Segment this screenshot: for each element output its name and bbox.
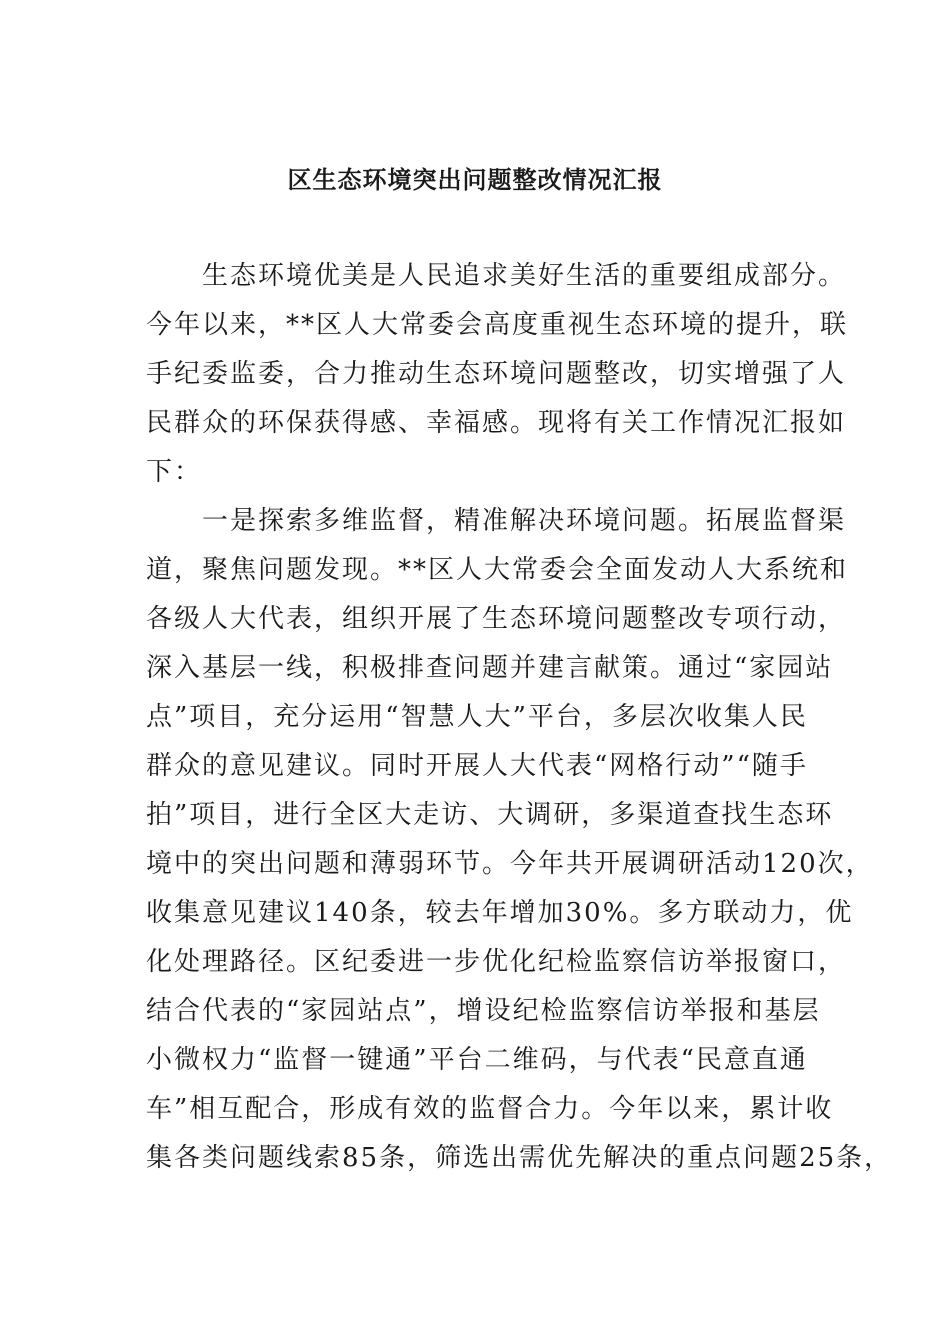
document-body [146, 252, 893, 1183]
text-line: 道，聚焦问题发现。**区人大常委会全面发动人大系统和 [146, 555, 849, 585]
text-line: 点”项目，充分运用“智慧人大”平台，多层次收集人民 [146, 702, 808, 732]
text-line: 下： [146, 457, 203, 487]
text-line: 民群众的环保获得感、幸福感。现将有关工作情况汇报如 [146, 408, 847, 438]
text-line: 化处理路径。区纪委进一步优化纪检监察信访举报窗口， [146, 947, 847, 977]
text-line: 拍”项目，进行全区大走访、大调研，多渠道查找生态环 [146, 800, 834, 830]
text-line: 境中的突出问题和薄弱环节。今年共开展调研活动120次， [146, 849, 874, 879]
document-title: 区生态环境突出问题整改情况汇报 [287, 166, 663, 194]
text-line: 小微权力“监督一键通”平台二维码，与代表“民意直通 [146, 1045, 808, 1075]
text-line: 结合代表的“家园站点”，增设纪检监察信访举报和基层 [146, 996, 821, 1026]
text-line: 手纪委监委，合力推动生态环境问题整改，切实增强了人 [146, 359, 847, 389]
text-line: 今年以来，**区人大常委会高度重视生态环境的提升，联 [146, 310, 849, 340]
text-line: 深入基层一线，积极排查问题并建言献策。通过“家园站 [146, 653, 834, 683]
paragraph-intro [146, 252, 849, 497]
text-line: 生态环境优美是人民追求美好生活的重要组成部分。 [202, 261, 847, 291]
text-line: 集各类问题线索85条，筛选出需优先解决的重点问题25条， [146, 1143, 893, 1173]
paragraph-section-one [146, 497, 893, 1183]
text-line: 收集意见建议140条，较去年增加30%。多方联动力，优 [146, 898, 854, 928]
text-line: 一是探索多维监督，精准解决环境问题。拓展监督渠 [202, 506, 847, 536]
text-line: 群众的意见建议。同时开展人大代表“网格行动”“随手 [146, 751, 808, 781]
text-line: 车”相互配合，形成有效的监督合力。今年以来，累计收 [146, 1094, 834, 1124]
text-line: 各级人大代表，组织开展了生态环境问题整改专项行动， [146, 604, 847, 634]
